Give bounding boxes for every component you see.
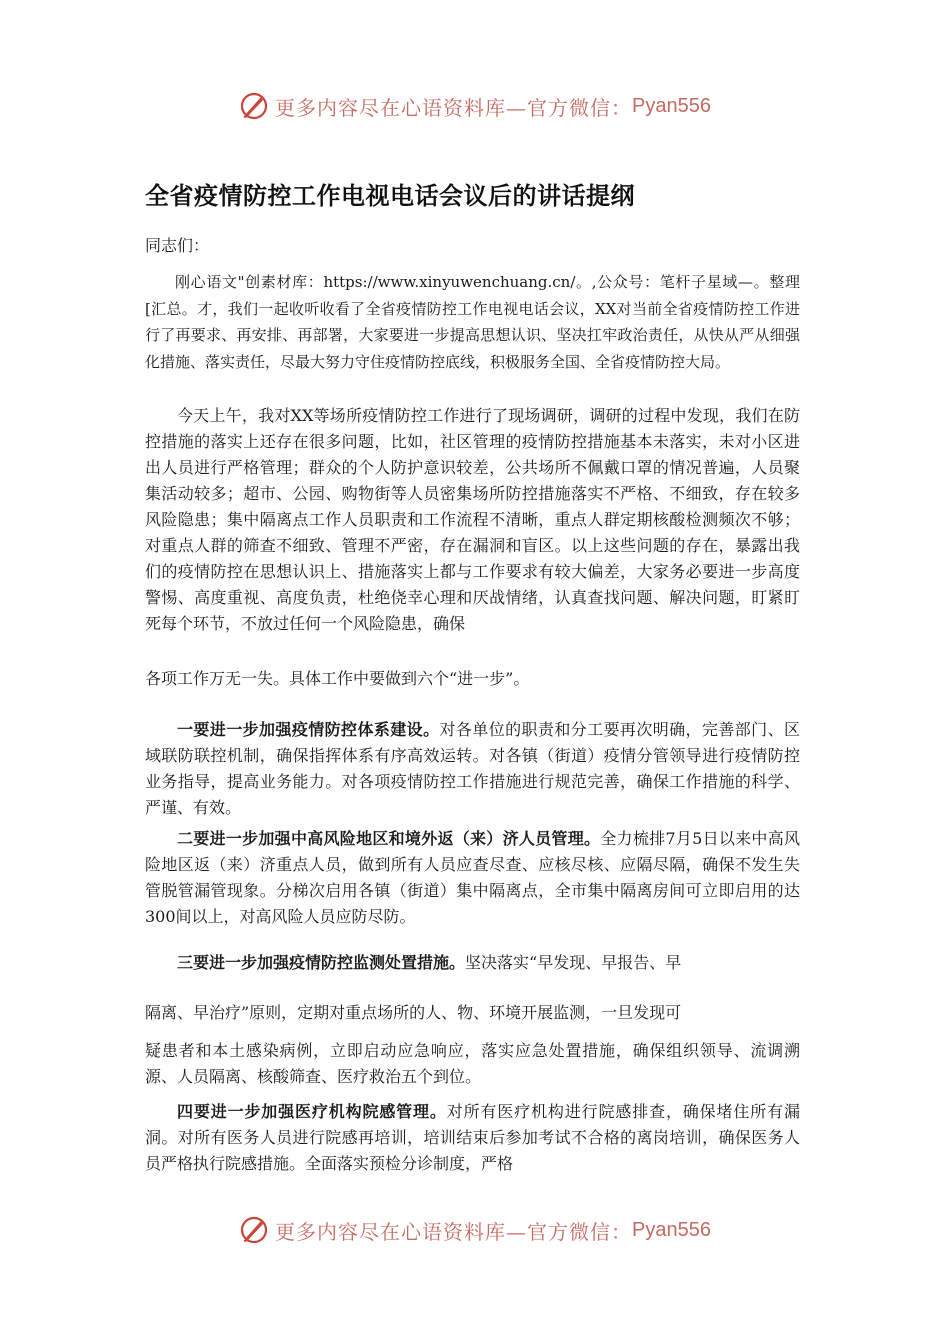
header-banner [0,86,950,126]
paragraph-survey-end: 各项工作万无一失。具体工作中要做到六个“进一步”。 [145,669,530,688]
point-4-lead: 四要进一步加强医疗机构院感管理。 [177,1102,447,1121]
banner-wechat-id: Pyan556 [632,1218,711,1241]
point-2-lead: 二要进一步加强中高风险地区和境外返（来）济人员管理。 [177,829,601,848]
footer-banner [0,1210,950,1250]
banner-text: 更多内容尽在心语资料库—官方微信： [275,1219,633,1244]
point-3-body: 坚决落实“早发现、早报告、早 [465,953,682,972]
paragraph-point-2 [145,826,800,930]
point-1-lead: 一要进一步加强疫情防控体系建设。 [177,720,440,739]
point-1-body: 对各单位的职责和分工要再次明确，完善部门、区域联防联控机制，确保指挥体系有序高效运转。对各镇（街道）疫情分管领导进行疫情防控业务指导，提高业务能力。对各项疫情防控工作措施进行规范完善，确保工作措施的科学、严谨、有效。 [145,720,800,817]
document-title: 全省疫情防控工作电视电话会议后的讲话提纲 [145,182,635,210]
paragraph-intro: 刚心语文"创素材库：https://www.xinyuwenchuang.cn/。,公众号：笔杆子星域—。整理[汇总。才，我们一起收听收看了全省疫情防控工作电视电话会议，XX对当前全省疫情防控工作进行了再要求、再安排、再部署，大家要进一步提高思想认识、坚决扛牢政治责任，从快从严从细强化措施、落实责任，尽最大努力守住疫情防控底线，积极服务全国、全省疫情防控大局。 [145,273,800,371]
point-2-body: 全力梳排7月5日以来中高风险地区返（来）济重点人员，做到所有人员应查尽查、应核尽核、应隔尽隔，确保不发生失管脱管漏管现象。分梯次启用各镇（街道）集中隔离点，全市集中隔离房间可立即启用的达300间以上，对高风险人员应防尽防。 [145,829,800,926]
banner-wechat-id: Pyan556 [632,94,711,117]
quill-logo-icon [239,91,269,121]
point-3-line-3: 疑患者和本土感染病例，立即启动应急响应，落实应急处置措施，确保组织领导、流调溯源、人员隔离、核酸筛查、医疗救治五个到位。 [145,1041,800,1086]
point-3-line-2: 隔离、早治疗”原则，定期对重点场所的人、物、环境开展监测，一旦发现可 [145,1003,682,1022]
paragraph-point-3 [145,950,800,976]
quill-logo-icon [239,1215,269,1245]
paragraph-point-4 [145,1099,800,1177]
point-3-lead: 三要进一步加强疫情防控监测处置措施。 [177,953,466,972]
banner-text: 更多内容尽在心语资料库—官方微信： [275,95,633,120]
salutation: 同志们： [145,236,210,255]
paragraph-survey: 今天上午，我对XX等场所疫情防控工作进行了现场调研，调研的过程中发现，我们在防控措施的落实上还存在很多问题，比如，社区管理的疫情防控措施基本未落实，未对小区进出人员进行严格管理；群众的个人防护意识较差，公共场所不佩戴口罩的情况普遍，人员聚集活动较多；超市、公园、购物街等人员密集场所防控措施落实不严格、不细致，存在较多风险隐患；集中隔离点工作人员职责和工作流程不清晰，重点人群定期核酸检测频次不够；对重点人群的筛查不细致、管理不严密，存在漏洞和盲区。以上这些问题的存在，暴露出我们的疫情防控在思想认识上、措施落实上都与工作要求有较大偏差，大家务必要进一步高度警惕、高度重视、高度负责，杜绝侥幸心理和厌战情绪，认真查找问题、解决问题，盯紧盯死每个环节，不放过任何一个风险隐患，确保 [145,406,800,633]
paragraph-point-1 [145,717,800,821]
point-4-body: 对所有医疗机构进行院感排查，确保堵住所有漏洞。对所有医务人员进行院感再培训，培训结束后参加考试不合格的离岗培训，确保医务人员严格执行院感措施。全面落实预检分诊制度，严格 [145,1102,800,1173]
